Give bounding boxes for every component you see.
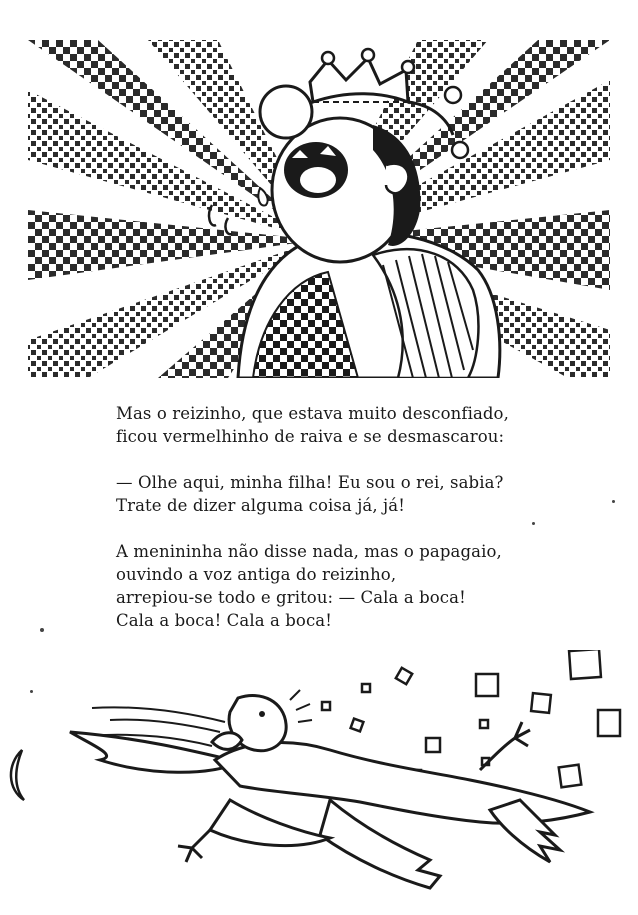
print-speck [612, 500, 615, 503]
text-line: Mas o reizinho, que estava muito desconfiado, [116, 404, 509, 423]
text-line: arrepiou-se todo e gritou: — Cala a boca! [116, 588, 466, 607]
text-line: — Olhe aqui, minha filha! Eu sou o rei, sabia? [116, 473, 504, 492]
parrot-screaming-illustration [0, 650, 638, 915]
paragraph-2 [116, 471, 596, 517]
paragraph-1 [116, 402, 596, 448]
king-shouting-illustration [28, 40, 610, 378]
text-line: Trate de dizer alguma coisa já, já! [116, 496, 405, 515]
print-speck [40, 628, 44, 632]
text-line: ouvindo a voz antiga do reizinho, [116, 565, 397, 584]
story-text [116, 402, 596, 655]
text-line: A menininha não disse nada, mas o papagaio, [116, 542, 502, 561]
text-line: ficou vermelhinho de raiva e se desmascarou: [116, 427, 505, 446]
print-speck [532, 522, 535, 525]
paragraph-3 [116, 540, 596, 632]
text-line: Cala a boca! Cala a boca! [116, 611, 332, 630]
print-speck [30, 690, 33, 693]
